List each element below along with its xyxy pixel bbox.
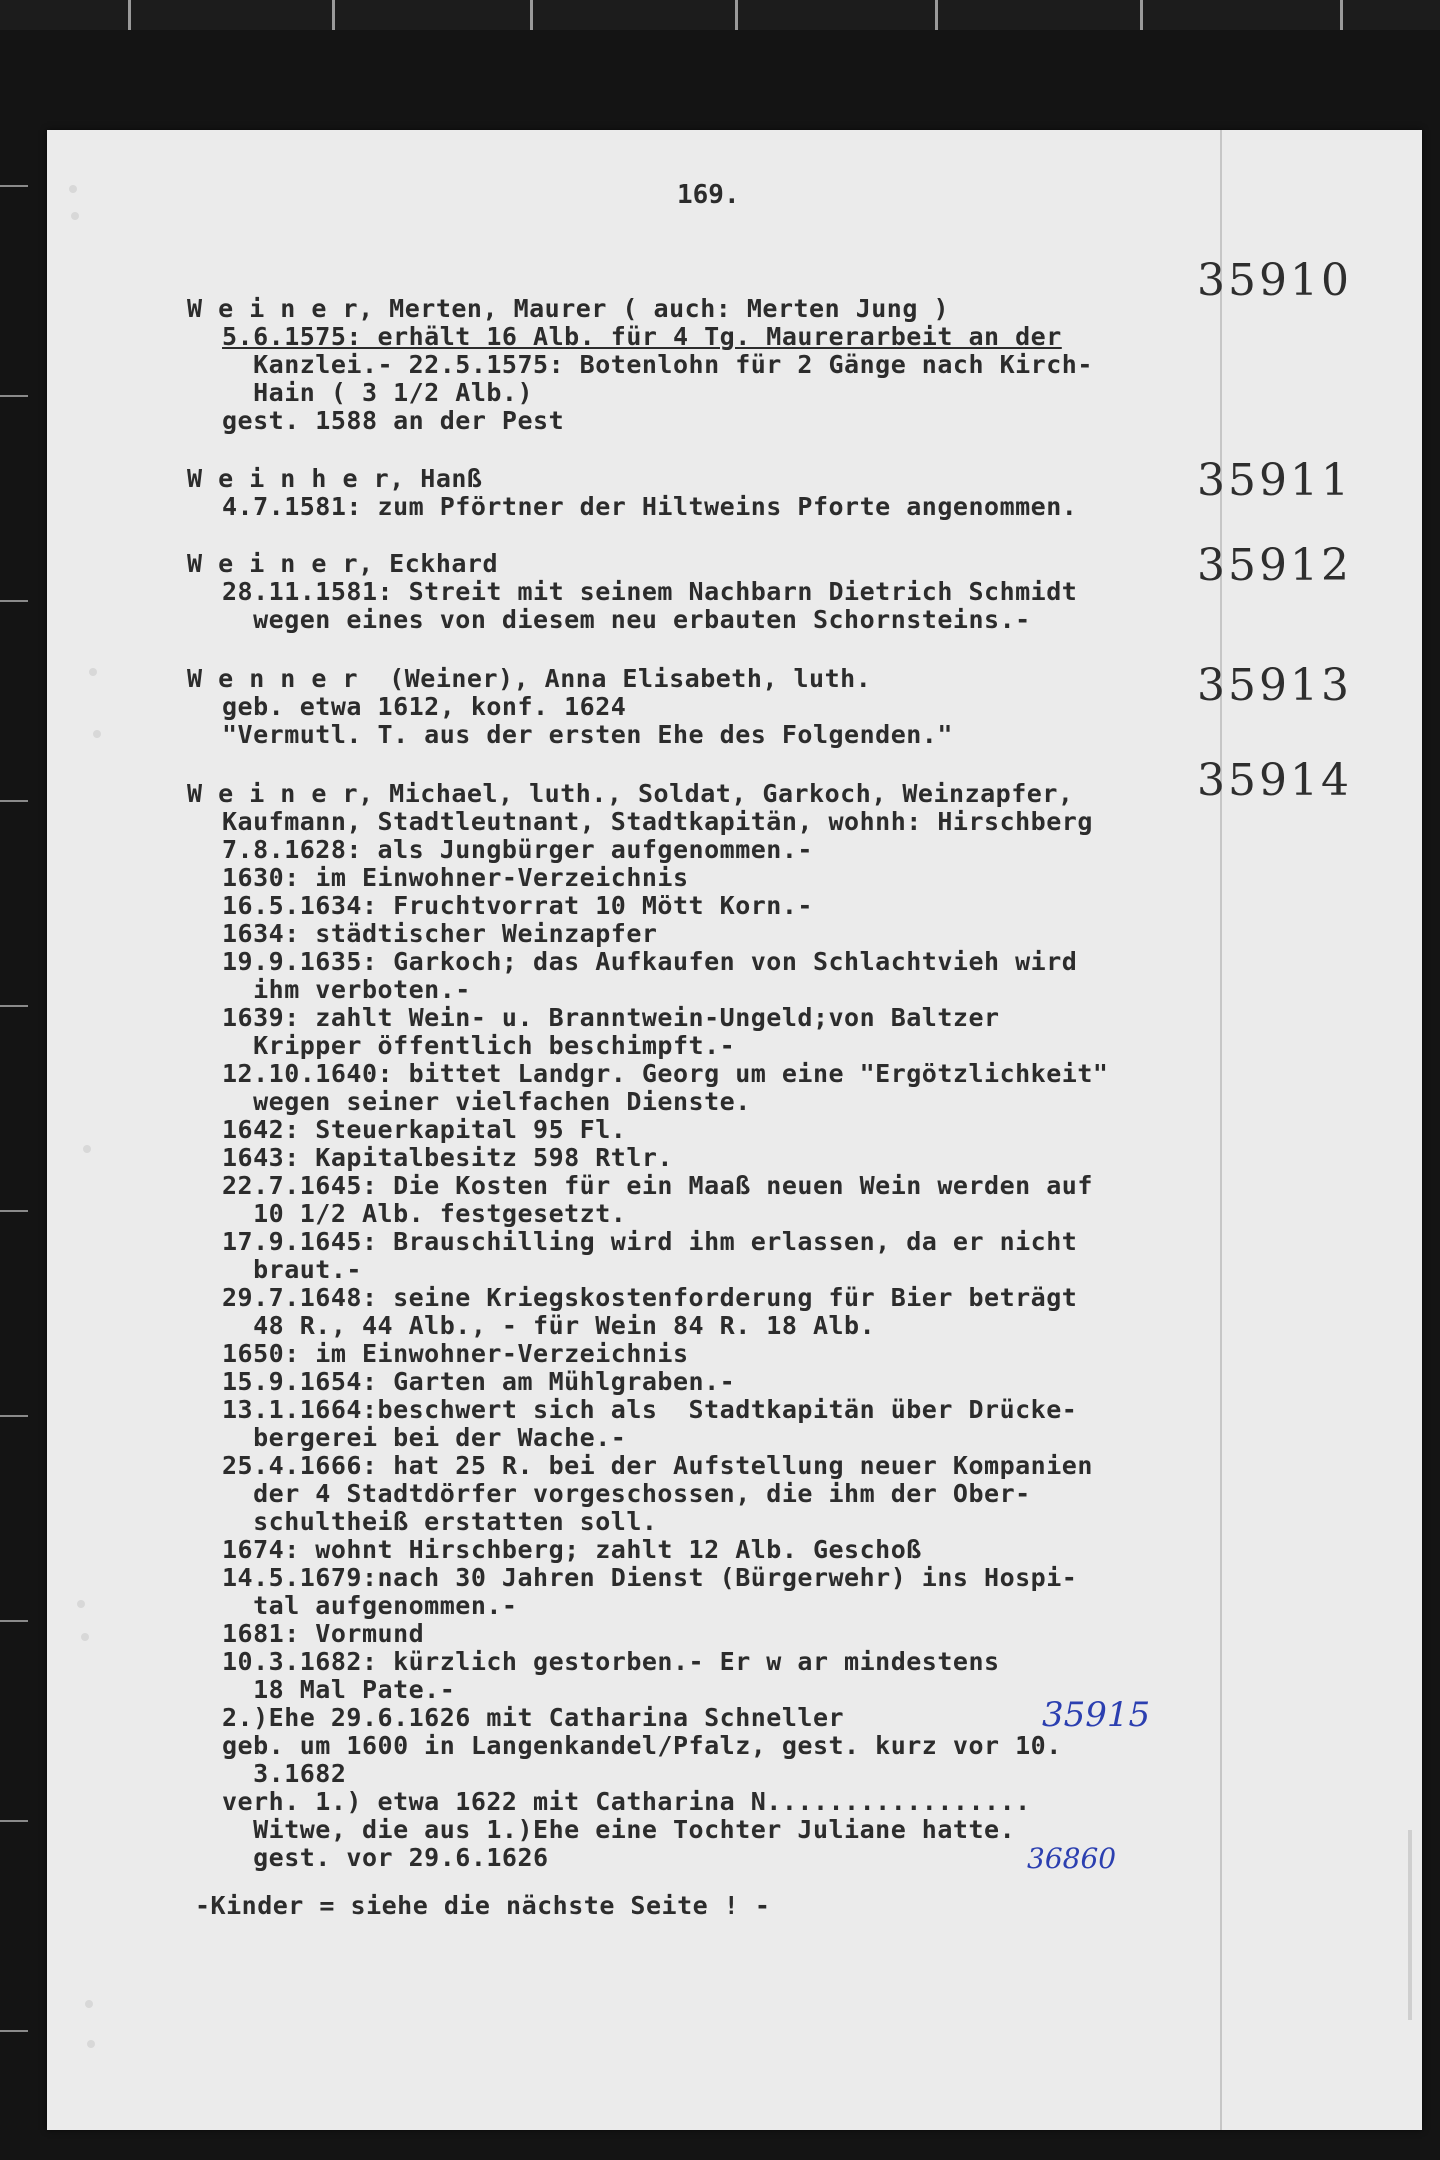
entry-line: verh. 1.) etwa 1622 mit Catharina N................. bbox=[222, 1787, 1031, 1816]
entry-heading: W e i n e r, Michael, luth., Soldat, Garkoch, Weinzapfer, bbox=[187, 779, 1074, 808]
entry-line: schultheiß erstatten soll. bbox=[222, 1507, 658, 1536]
film-tick bbox=[0, 185, 28, 187]
entry-line: 10 1/2 Alb. festgesetzt. bbox=[222, 1199, 627, 1228]
entry-line: gest. vor 29.6.1626 bbox=[222, 1843, 549, 1872]
entry-line: 22.7.1645: Die Kosten für ein Maaß neuen Wein werden auf bbox=[222, 1171, 1093, 1200]
entry-line: tal aufgenommen.- bbox=[222, 1591, 518, 1620]
entry-line: 15.9.1654: Garten am Mühlgraben.- bbox=[222, 1367, 736, 1396]
entry-line: wegen eines von diesem neu erbauten Schornsteins.- bbox=[222, 605, 1031, 634]
entry-line: wegen seiner vielfachen Dienste. bbox=[222, 1087, 751, 1116]
entry-line: 19.9.1635: Garkoch; das Aufkaufen von Schlachtvieh wird bbox=[222, 947, 1078, 976]
film-tick bbox=[0, 1210, 28, 1212]
entry-line: 25.4.1666: hat 25 R. bei der Aufstellung neuer Kompanien bbox=[222, 1451, 1093, 1480]
entry-line: 13.1.1664:beschwert sich als Stadtkapitän über Drücke- bbox=[222, 1395, 1078, 1424]
punch-hole bbox=[83, 1145, 91, 1153]
entry-heading: W e i n h e r, Hanß bbox=[187, 464, 483, 493]
film-tick bbox=[128, 0, 131, 30]
entry-line: 48 R., 44 Alb., - für Wein 84 R. 18 Alb. bbox=[222, 1311, 876, 1340]
punch-hole bbox=[69, 185, 77, 193]
punch-hole bbox=[93, 730, 101, 738]
entry-line: Kaufmann, Stadtleutnant, Stadtkapitän, wohnh: Hirschberg bbox=[222, 807, 1093, 836]
entry-line: ihm verboten.- bbox=[222, 975, 471, 1004]
entry-heading: W e i n e r, Eckhard bbox=[187, 549, 499, 578]
entry-line: 1630: im Einwohner-Verzeichnis bbox=[222, 863, 689, 892]
entry-line: Kripper öffentlich beschimpft.- bbox=[222, 1031, 736, 1060]
punch-hole bbox=[81, 1633, 89, 1641]
film-tick bbox=[0, 2030, 28, 2032]
entry-heading: W e n n e r (Weiner), Anna Elisabeth, luth. bbox=[187, 664, 872, 693]
film-tick bbox=[1340, 0, 1343, 30]
film-tick bbox=[1140, 0, 1143, 30]
entry-line: 2.)Ehe 29.6.1626 mit Catharina Schneller bbox=[222, 1703, 845, 1732]
entry-line: 1643: Kapitalbesitz 598 Rtlr. bbox=[222, 1143, 673, 1172]
entry-line: 29.7.1648: seine Kriegskostenforderung für Bier beträgt bbox=[222, 1283, 1078, 1312]
entry-line: 1681: Vormund bbox=[222, 1619, 425, 1648]
punch-hole bbox=[85, 2000, 93, 2008]
film-tick bbox=[0, 600, 28, 602]
entry-line: Witwe, die aus 1.)Ehe eine Tochter Juliane hatte. bbox=[222, 1815, 1016, 1844]
film-tick bbox=[735, 0, 738, 30]
page-number: 169. bbox=[677, 180, 740, 210]
entry-line: geb. um 1600 in Langenkandel/Pfalz, gest. kurz vor 10. bbox=[222, 1731, 1062, 1760]
entry-line: 1650: im Einwohner-Verzeichnis bbox=[222, 1339, 689, 1368]
entry-line: geb. etwa 1612, konf. 1624 bbox=[222, 692, 627, 721]
entry-line: 1634: städtischer Weinzapfer bbox=[222, 919, 658, 948]
entry-line: 5.6.1575: erhält 16 Alb. für 4 Tg. Maurerarbeit an der bbox=[222, 322, 1062, 351]
entry-line: 7.8.1628: als Jungbürger aufgenommen.- bbox=[222, 835, 813, 864]
entry-line: bergerei bei der Wache.- bbox=[222, 1423, 627, 1452]
handwritten-number: 36860 bbox=[1027, 1842, 1117, 1875]
punch-hole bbox=[71, 212, 79, 220]
entry-line: 1639: zahlt Wein- u. Branntwein-Ungeld;von Baltzer bbox=[222, 1003, 1000, 1032]
entry-line: braut.- bbox=[222, 1255, 362, 1284]
page-edge-mark bbox=[1408, 1830, 1412, 2020]
entry-line: der 4 Stadtdörfer vorgeschossen, die ihm der Ober- bbox=[222, 1479, 1031, 1508]
punch-hole bbox=[77, 1600, 85, 1608]
footer-note: -Kinder = siehe die nächste Seite ! - bbox=[195, 1891, 771, 1920]
entry-number: 35913 bbox=[1197, 660, 1352, 711]
entry-line: Kanzlei.- 22.5.1575: Botenlohn für 2 Gänge nach Kirch- bbox=[222, 350, 1093, 379]
entry-line: 3.1682 bbox=[222, 1759, 347, 1788]
film-tick bbox=[0, 395, 28, 397]
entry-line: 1674: wohnt Hirschberg; zahlt 12 Alb. Geschoß bbox=[222, 1535, 922, 1564]
entry-line: 17.9.1645: Brauschilling wird ihm erlassen, da er nicht bbox=[222, 1227, 1078, 1256]
entry-number: 35912 bbox=[1197, 540, 1352, 591]
entry-line: 16.5.1634: Fruchtvorrat 10 Mött Korn.- bbox=[222, 891, 813, 920]
entry-line: Hain ( 3 1/2 Alb.) bbox=[222, 378, 534, 407]
entry-line: 14.5.1679:nach 30 Jahren Dienst (Bürgerwehr) ins Hospi- bbox=[222, 1563, 1078, 1592]
entry-number: 35911 bbox=[1197, 455, 1352, 506]
film-tick bbox=[0, 1620, 28, 1622]
film-tick bbox=[0, 1820, 28, 1822]
film-top-strip bbox=[0, 0, 1440, 30]
film-tick bbox=[0, 800, 28, 802]
handwritten-number: 35915 bbox=[1042, 1695, 1151, 1735]
margin-rule bbox=[1220, 130, 1222, 2130]
entry-heading: W e i n e r, Merten, Maurer ( auch: Merten Jung ) bbox=[187, 294, 950, 323]
film-tick bbox=[530, 0, 533, 30]
entry-line: 28.11.1581: Streit mit seinem Nachbarn Dietrich Schmidt bbox=[222, 577, 1078, 606]
entry-line: 10.3.1682: kürzlich gestorben.- Er w ar mindestens bbox=[222, 1647, 1000, 1676]
entry-line: 4.7.1581: zum Pförtner der Hiltweins Pforte angenommen. bbox=[222, 492, 1078, 521]
punch-hole bbox=[87, 2040, 95, 2048]
entry-line: gest. 1588 an der Pest bbox=[222, 406, 565, 435]
entry-line: "Vermutl. T. aus der ersten Ehe des Folgenden." bbox=[222, 720, 953, 749]
entry-line: 12.10.1640: bittet Landgr. Georg um eine "Ergötzlichkeit" bbox=[222, 1059, 1109, 1088]
document-page bbox=[47, 130, 1422, 2130]
entry-number: 35910 bbox=[1197, 255, 1352, 306]
entry-number: 35914 bbox=[1197, 755, 1352, 806]
film-tick bbox=[332, 0, 335, 30]
punch-hole bbox=[89, 668, 97, 676]
entry-line: 1642: Steuerkapital 95 Fl. bbox=[222, 1115, 627, 1144]
entry-line: 18 Mal Pate.- bbox=[222, 1675, 456, 1704]
film-tick bbox=[0, 1005, 28, 1007]
film-tick bbox=[0, 1415, 28, 1417]
film-tick bbox=[935, 0, 938, 30]
